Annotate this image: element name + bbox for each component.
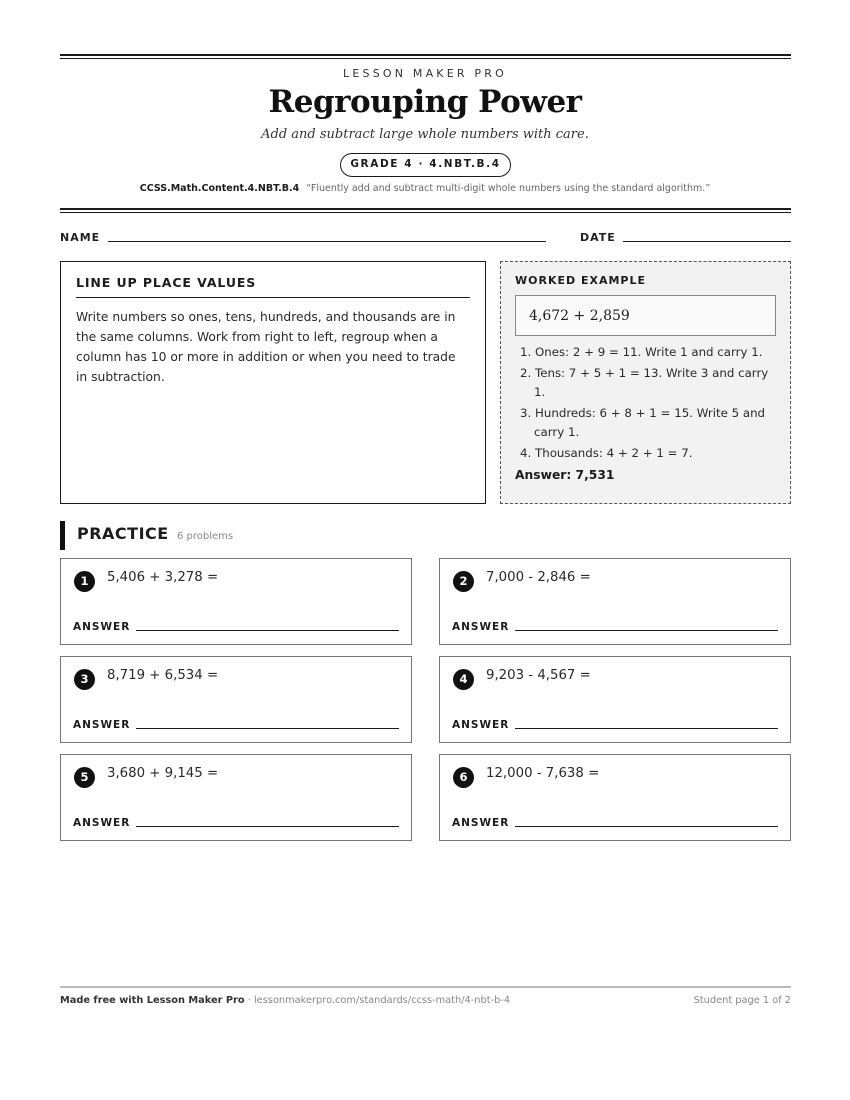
footer-brand: Made free with Lesson Maker Pro (60, 995, 245, 1006)
answer-field[interactable] (515, 728, 778, 729)
problem-number-badge: 3 (74, 669, 95, 690)
grade-badge: GRADE 4 · 4.NBT.B.4 (340, 153, 511, 177)
problem-card (60, 754, 412, 841)
problem-text: 7,000 - 2,846 = (486, 570, 591, 585)
footer-credit (60, 995, 510, 1006)
problem-card (60, 656, 412, 743)
name-field[interactable] (108, 241, 546, 242)
example-step: 4. Thousands: 4 + 2 + 1 = 7. (520, 446, 693, 460)
brand-name: LESSON MAKER PRO (343, 67, 507, 80)
standard-line (0, 183, 850, 194)
answer-label: ANSWER (73, 719, 131, 731)
example-heading: WORKED EXAMPLE (515, 274, 646, 287)
answer-field[interactable] (515, 630, 778, 631)
problem-text: 12,000 - 7,638 = (486, 766, 600, 781)
answer-label: ANSWER (452, 621, 510, 633)
date-label: DATE (580, 231, 616, 244)
problem-text: 9,203 - 4,567 = (486, 668, 591, 683)
date-field[interactable] (623, 241, 791, 242)
answer-label: ANSWER (452, 719, 510, 731)
page-subtitle: Add and subtract large whole numbers with care. (261, 127, 589, 142)
problem-number-badge: 6 (453, 767, 474, 788)
example-step: 2. Tens: 7 + 5 + 1 = 13. Write 3 and carry 1. (520, 366, 769, 399)
example-answer: Answer: 7,531 (515, 468, 615, 482)
footer-page-number: Student page 1 of 2 (693, 995, 791, 1006)
answer-field[interactable] (136, 826, 399, 827)
problem-card (439, 754, 791, 841)
answer-field[interactable] (515, 826, 778, 827)
name-label: NAME (60, 231, 101, 244)
concept-heading: LINE UP PLACE VALUES (76, 275, 470, 298)
answer-field[interactable] (136, 728, 399, 729)
page-title: Regrouping Power (268, 84, 582, 120)
problem-number-badge: 2 (453, 571, 474, 592)
answer-label: ANSWER (73, 817, 131, 829)
footer-url: · lessonmakerpro.com/standards/ccss-math/4-nbt-b-4 (244, 995, 511, 1006)
header-bottom-rule (60, 208, 791, 213)
header-top-rule (60, 54, 791, 59)
worked-example-box (500, 261, 791, 504)
answer-label: ANSWER (73, 621, 131, 633)
standard-text: “Fluently add and subtract multi-digit whole numbers using the standard algorithm.” (306, 183, 711, 194)
standard-code: CCSS.Math.Content.4.NBT.B.4 (139, 183, 300, 194)
practice-accent-bar (60, 521, 65, 550)
example-problem: 4,672 + 2,859 (515, 295, 776, 336)
problem-number-badge: 1 (74, 571, 95, 592)
problem-card (60, 558, 412, 645)
example-step: 1. Ones: 2 + 9 = 11. Write 1 and carry 1. (520, 345, 763, 359)
example-steps (515, 343, 776, 463)
problem-text: 8,719 + 6,534 = (107, 668, 219, 683)
problem-text: 3,680 + 9,145 = (107, 766, 219, 781)
practice-count: 6 problems (177, 531, 234, 542)
problem-card (439, 558, 791, 645)
practice-title: PRACTICE (77, 524, 169, 543)
answer-label: ANSWER (452, 817, 510, 829)
answer-field[interactable] (136, 630, 399, 631)
concept-box (60, 261, 486, 504)
problem-card (439, 656, 791, 743)
problem-text: 5,406 + 3,278 = (107, 570, 219, 585)
example-step: 3. Hundreds: 6 + 8 + 1 = 15. Write 5 and carry 1. (520, 406, 766, 439)
problem-number-badge: 4 (453, 669, 474, 690)
footer-rule (60, 986, 791, 988)
problem-number-badge: 5 (74, 767, 95, 788)
concept-body: Write numbers so ones, tens, hundreds, and thousands are in the same columns. Work from right to left, regroup when a column has 10 or more in addition or when you need to trade in subtraction. (76, 310, 456, 384)
